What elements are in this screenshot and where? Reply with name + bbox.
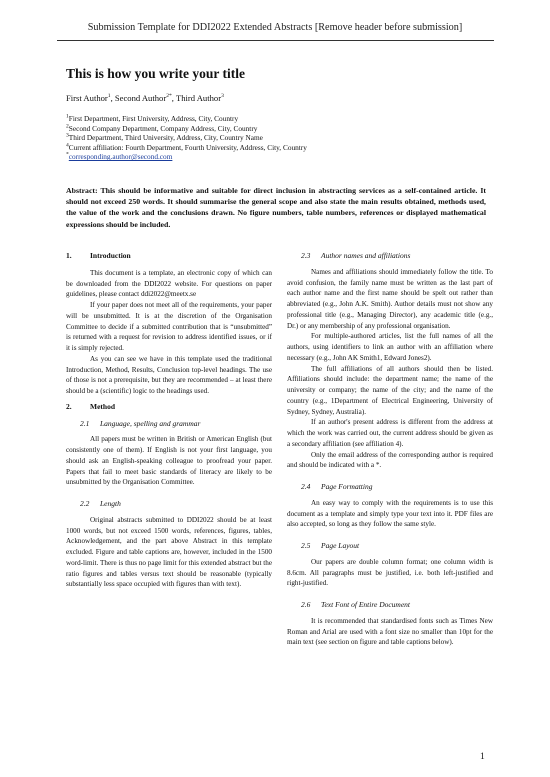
page-number: 1 bbox=[480, 752, 485, 762]
paragraph: Original abstracts submitted to DDI2022 should be at least 1000 words, but not exceed 1500 words, references, figures, tables, Acknowledgement, and the part above Abstract in this template excluded. Figure and table captions are, however, included in the 1500 word-limit. There is thus no page limit for this extended abstract but the ratio figures and tables versus text should be reasonable (typically substantially less space occupied with figures than with text). bbox=[66, 515, 272, 589]
header-rule bbox=[57, 40, 494, 41]
abstract: Abstract: This should be informative and suitable for direct inclusion in abstracting services as a self-contained article. It should not exceed 250 words. It should summarise the general scope and also state the main results obtained, methods used, the value of the work and the conclusions drawn. No figure numbers, table numbers, references or displayed mathematical expressions should be included. bbox=[66, 186, 486, 229]
author-name: First Author bbox=[66, 93, 108, 103]
affiliation-list bbox=[66, 114, 307, 162]
subsection-heading: 2.4 Page Formatting bbox=[301, 482, 373, 491]
author-name: Second Author bbox=[114, 93, 167, 103]
paragraph: As you can see we have in this template used the traditional Introduction, Method, Results, Conclusion top-level headings. The use of those is not a prerequisite, but they are recommended – at least there should be a (scientific) logic to the headings used. bbox=[66, 354, 272, 395]
paragraph: All papers must be written in British or American English (but consistently one of them). If English is not your first language, you should ask an English-speaking colleague to proofread your paper. Papers that fail to meet basic standards of literacy are likely to be unsubmitted by the Organisation Committee. bbox=[66, 435, 272, 487]
affiliation-item: $^2$Second Company Department, Company Address, City, Country bbox=[66, 123, 258, 133]
subsection-heading: 2.1 Language, spelling and grammar bbox=[80, 418, 201, 428]
paragraph: Names and affiliations should immediately follow the title. To avoid confusion, the family name must be written as the last part of each author name and the first name should be spelt out rather than abbreviated (e.g., John A.K. Smith). Author details must not show any professional title (e.g., Managing Director), any academic title (e.g., Dr.) or any membership of any professional organisation. bbox=[287, 267, 493, 330]
author-sup: 3 bbox=[221, 93, 224, 100]
paragraph: For multiple-authored articles, list the full names of all the authors, using identifiers to link an author with an affiliation where necessary (e.g., John AK Smith1, Edward Jones2). bbox=[287, 332, 493, 362]
paragraph: This document is a template, an electronic copy of which can be downloaded from the DDI2022 website. For questions on paper guidelines, please contact ddi2022@meetx.se bbox=[66, 268, 272, 299]
author-name: Third Author bbox=[175, 93, 222, 103]
author-sup: 2* bbox=[166, 93, 172, 100]
subsection-heading: 2.6 Text Font of Entire Document bbox=[301, 600, 411, 609]
section-heading: 2. Method bbox=[66, 401, 115, 411]
paper-title: This is how you write your title bbox=[66, 66, 246, 81]
page-header: Submission Template for DDI2022 Extended Abstracts [Remove header before submission] bbox=[87, 22, 463, 33]
section-heading: 1. Introduction bbox=[66, 251, 131, 260]
author-sup: 1 bbox=[107, 93, 111, 100]
paragraph: If your paper does not meet all of the requirements, your paper will be unsubmitted. It is at the discretion of the Organisation Committee to decide if a submitted contribution that is “unsubmitted” is returned with a request for revision to address identified issues, or if it is simply rejected. bbox=[66, 301, 272, 352]
affiliation-item: $^4$Current affiliation: Fourth Department, Fourth University, Address, City, Country bbox=[66, 142, 307, 152]
affiliation-item: $^3$Third Department, Third University, Address, City, Country Name bbox=[66, 132, 263, 143]
paragraph: Our papers are double column format; one column width is 8.6cm. All paragraphs must be justified, i.e. both left-justified and right-justified. bbox=[287, 557, 493, 588]
subsection-heading: 2.2 Length bbox=[80, 499, 121, 508]
corresponding-email[interactable]: *corresponding.author@second.com bbox=[66, 151, 173, 162]
paragraph: The full affiliations of all authors should then be listed. Affiliations should include: the department name; the name of the university or company; the name of the city; and the name of the country (e.g., 1Department of Electrical Engineering, University of Sydney, Sydney, Australia). bbox=[287, 364, 493, 416]
left-column bbox=[66, 251, 272, 590]
paragraph: Only the email address of the corresponding author is required and should be indicated with a *. bbox=[287, 450, 493, 470]
email-link[interactable]: corresponding.author@second.com bbox=[68, 152, 173, 162]
paragraph: An easy way to comply with the requirements is to use this document as a template and simply type your text into it. PDF files are also accepted, so long as they follow the same style. bbox=[287, 498, 493, 529]
subsection-heading: 2.3 Author names and affiliations bbox=[301, 251, 411, 260]
right-column bbox=[287, 251, 493, 648]
paragraph: It is recommended that standardised fonts such as Times New Roman and Arial are used with a font size no smaller than 10pt for the main text (see section on figure and table captions below). bbox=[287, 616, 493, 647]
subsection-heading: 2.5 Page Layout bbox=[301, 541, 360, 550]
author-list: First Author$^1$, Second Author$^{2*}$, Third Author$^3$ bbox=[66, 93, 224, 103]
paragraph: If an author's present address is different from the address at which the work was carried out, the current address should be given as a secondary affiliation (see affiliation 4). bbox=[287, 418, 493, 448]
affiliation-item: $^1$First Department, First University, Address, City, Country bbox=[66, 113, 239, 123]
